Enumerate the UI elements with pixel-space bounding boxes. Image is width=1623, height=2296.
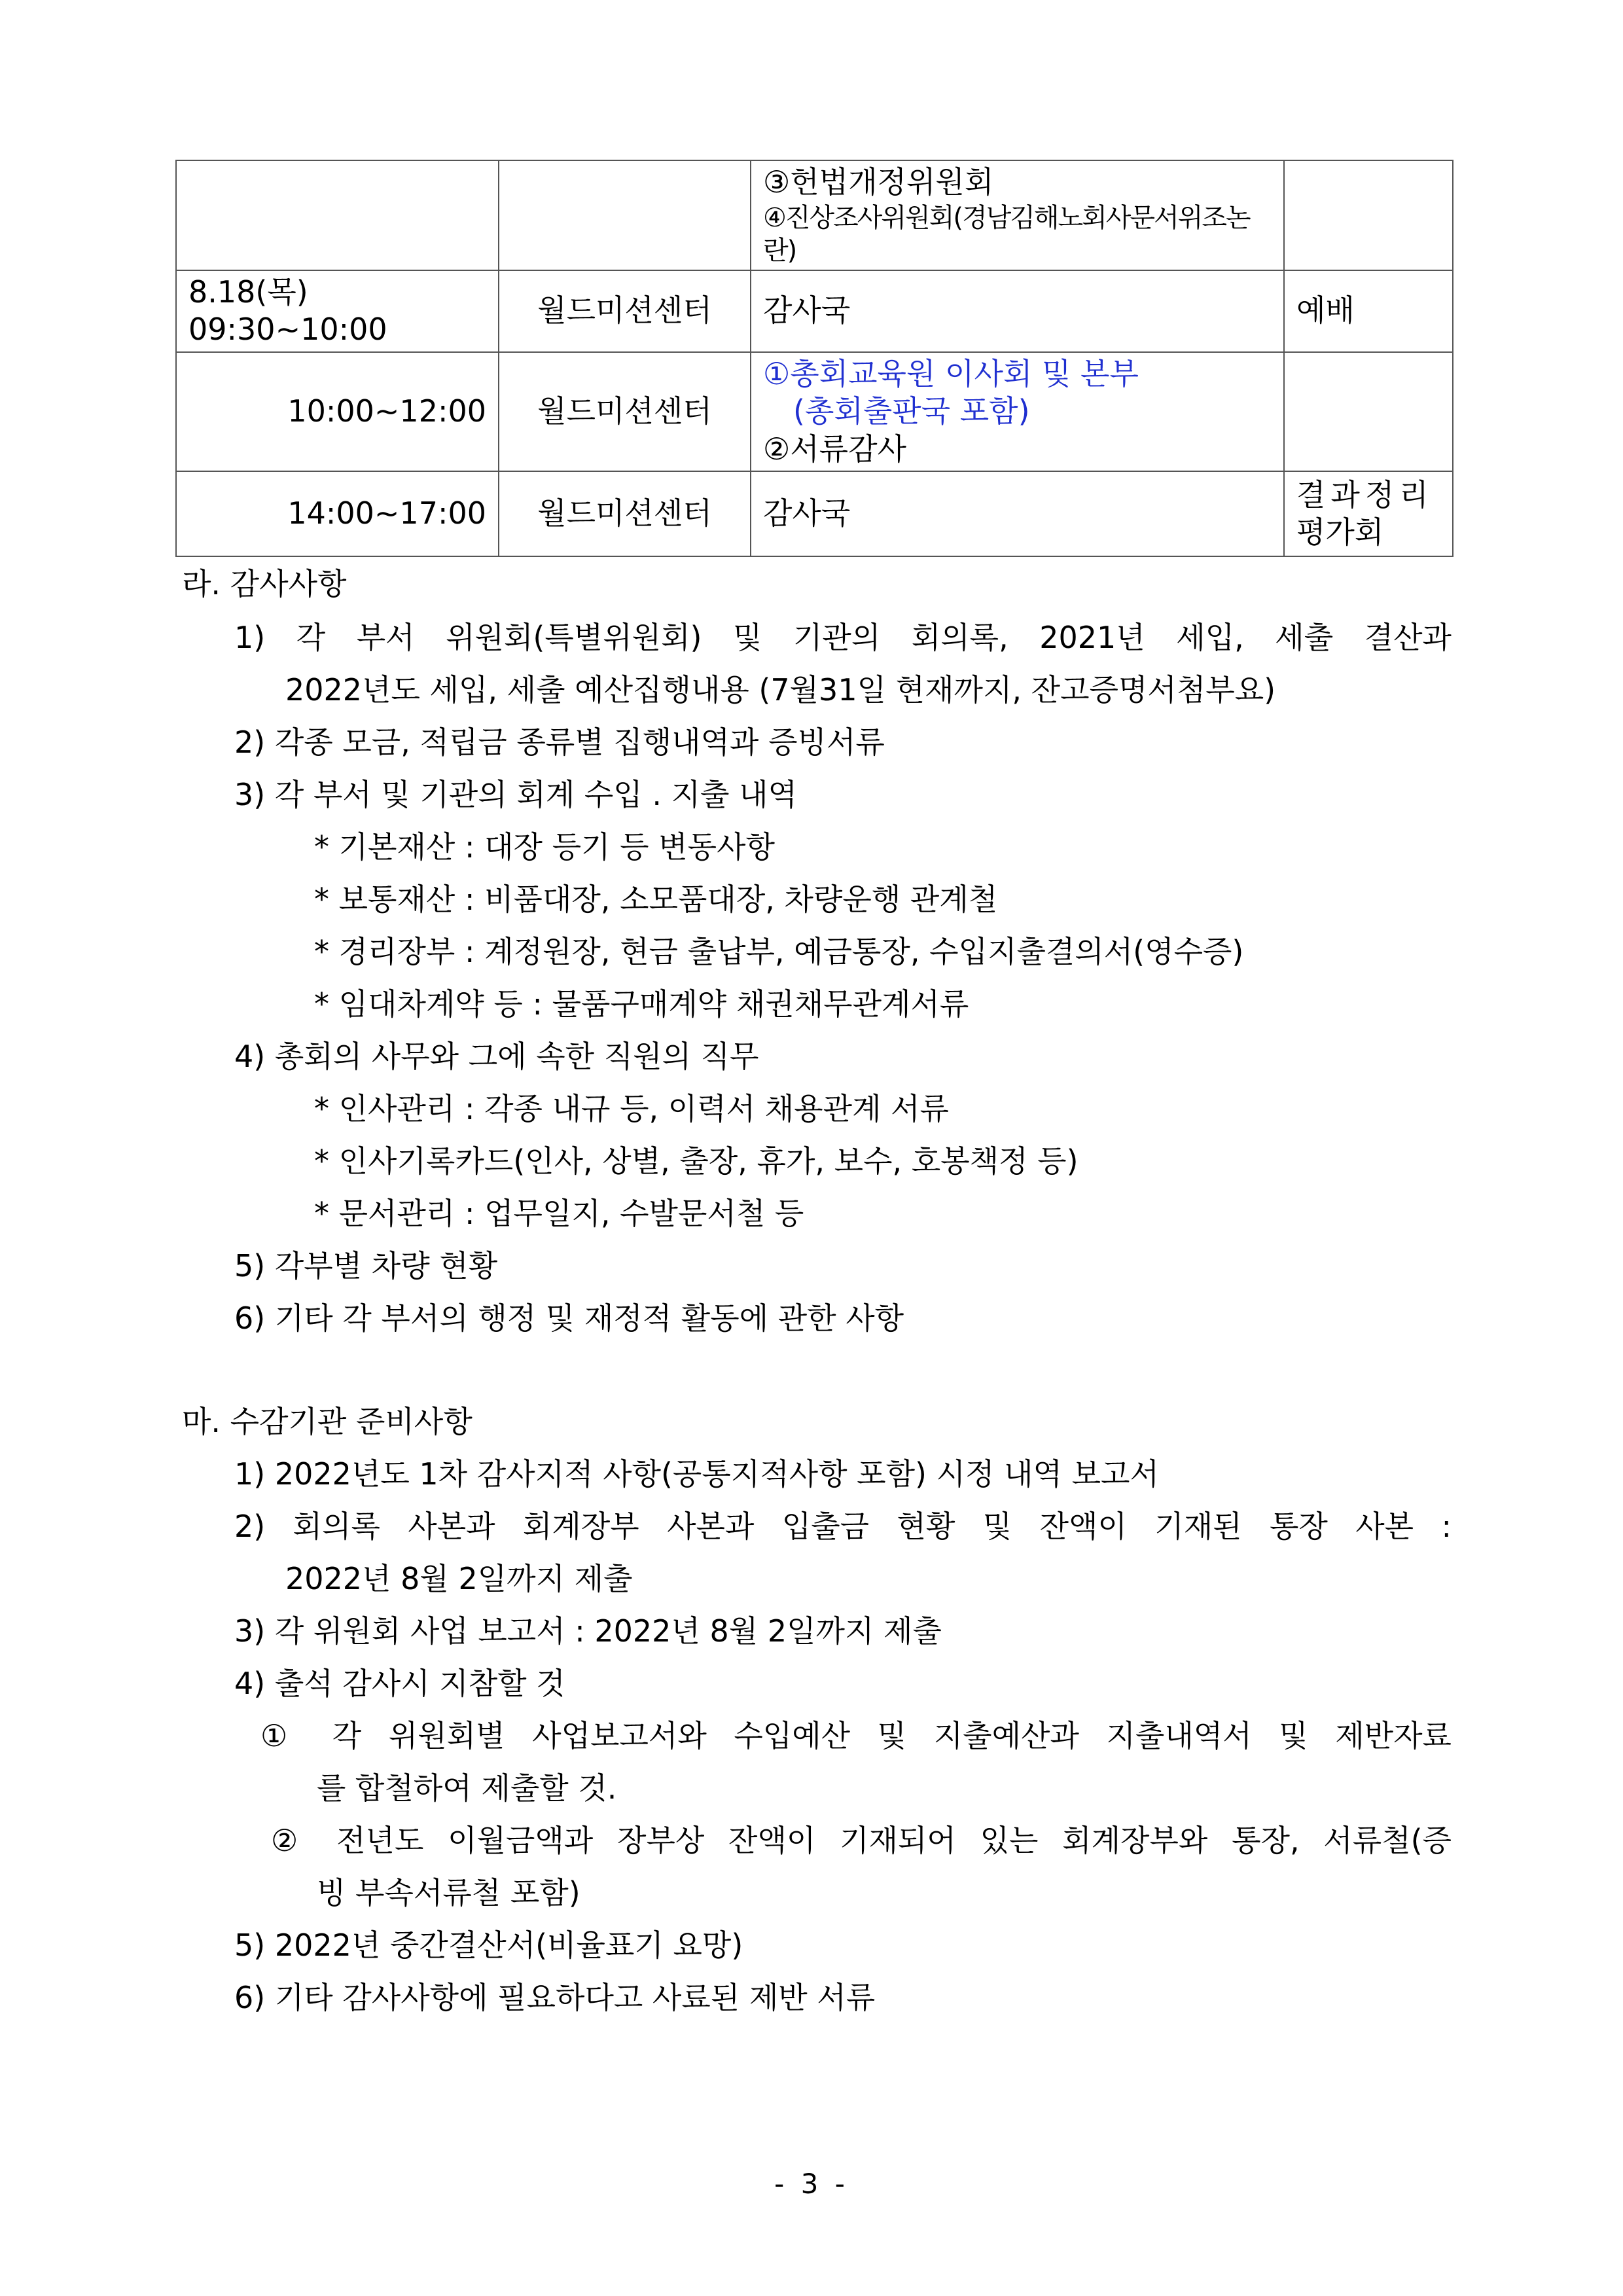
content-item: ③헌법개정위원회 xyxy=(763,164,994,200)
content-cell xyxy=(751,270,1284,352)
section-heading-ma: 마. 수감기관 준비사항 xyxy=(182,1404,473,1439)
time-cell: 8.18(목) 09:30~10:00 xyxy=(176,270,499,352)
note-cell xyxy=(1284,471,1453,556)
list-item-continuation: 2022년도 세입, 세출 예산집행내용 (7월31일 현재까지, 잔고증명서첨부요) xyxy=(285,672,1276,708)
time-cell: 14:00~17:00 xyxy=(176,471,499,556)
schedule-table xyxy=(175,160,1454,557)
list-item-continuation: 2022년 8월 2일까지 제출 xyxy=(285,1561,633,1596)
list-item: 5) 2022년 중간결산서(비율표기 요망) xyxy=(234,1928,743,1963)
table-row xyxy=(176,160,1453,270)
content-item: ①총회교육원 이사회 및 본부 xyxy=(763,355,1139,391)
content-item: ④진상조사위원회(경남김해노회사문서위조논란) xyxy=(763,202,1250,266)
sub-list-item: * 기본재산 : 대장 등기 등 변동사항 xyxy=(314,829,775,865)
sub-list-item: ② 전년도 이월금액과 장부상 잔액이 기재되어 있는 회계장부와 통장, 서류철(증 xyxy=(271,1823,1452,1858)
note-line: 평가회 xyxy=(1296,514,1384,550)
page-number: - 3 - xyxy=(774,2168,849,2200)
list-item: 1) 2022년도 1차 감사지적 사항(공통지적사항 포함) 시정 내역 보고서 xyxy=(234,1456,1159,1492)
content-item: (총회출판국 포함) xyxy=(793,393,1030,429)
list-item: 4) 출석 감사시 지참할 것 xyxy=(234,1666,565,1701)
table-row xyxy=(176,471,1453,556)
time-cell xyxy=(176,160,499,270)
content-cell xyxy=(751,352,1284,472)
table-row xyxy=(176,270,1453,352)
content-cell xyxy=(751,160,1284,270)
list-item: 2) 각종 모금, 적립금 종류별 집행내역과 증빙서류 xyxy=(234,725,885,760)
section-heading-ra: 라. 감사사항 xyxy=(182,566,347,601)
sub-list-item: ① 각 위원회별 사업보고서와 수입예산 및 지출예산과 지출내역서 및 제반자료 xyxy=(260,1718,1452,1753)
place-cell: 월드미션센터 xyxy=(499,270,751,352)
place-cell: 월드미션센터 xyxy=(499,352,751,472)
table-row xyxy=(176,352,1453,472)
note-cell xyxy=(1284,352,1453,472)
sub-list-item: * 경리장부 : 계정원장, 현금 출납부, 예금통장, 수입지출결의서(영수증) xyxy=(314,934,1244,969)
sub-list-item: * 문서관리 : 업무일지, 수발문서철 등 xyxy=(314,1196,804,1231)
list-item: 2) 회의록 사본과 회계장부 사본과 입출금 현황 및 잔액이 기재된 통장 사본 : xyxy=(234,1509,1452,1544)
place-cell xyxy=(499,160,751,270)
list-item: 4) 총회의 사무와 그에 속한 직원의 직무 xyxy=(234,1039,759,1074)
sub-list-item: * 보통재산 : 비품대장, 소모품대장, 차량운행 관계철 xyxy=(314,882,998,917)
list-item: 5) 각부별 차량 현황 xyxy=(234,1248,498,1283)
sub-list-item: * 임대차계약 등 : 물품구매계약 채권채무관계서류 xyxy=(314,986,969,1022)
list-item: 3) 각 위원회 사업 보고서 : 2022년 8월 2일까지 제출 xyxy=(234,1613,942,1649)
sub-list-item: * 인사기록카드(인사, 상별, 출장, 휴가, 보수, 호봉책정 등) xyxy=(314,1143,1079,1179)
sub-list-item-continuation: 빙 부속서류철 포함) xyxy=(317,1875,580,1910)
note-cell xyxy=(1284,160,1453,270)
sub-list-item-continuation: 를 합철하여 제출할 것. xyxy=(317,1770,617,1806)
place-cell: 월드미션센터 xyxy=(499,471,751,556)
list-item: 3) 각 부서 및 기관의 회계 수입 . 지출 내역 xyxy=(234,777,797,812)
content-item: ②서류감사 xyxy=(763,431,906,467)
content-cell xyxy=(751,471,1284,556)
note-line: 결과정리 xyxy=(1296,476,1434,512)
content-item: 감사국 xyxy=(763,495,851,531)
time-cell: 10:00~12:00 xyxy=(176,352,499,472)
list-item: 6) 기타 감사사항에 필요하다고 사료된 제반 서류 xyxy=(234,1980,876,2015)
sub-list-item: * 인사관리 : 각종 내규 등, 이력서 채용관계 서류 xyxy=(314,1091,949,1126)
list-item: 6) 기타 각 부서의 행정 및 재정적 활동에 관한 사항 xyxy=(234,1300,904,1336)
note-cell: 예배 xyxy=(1284,270,1453,352)
list-item: 1) 각 부서 위원회(특별위원회) 및 기관의 회의록, 2021년 세입, 세출 결산과 xyxy=(234,620,1452,655)
content-item: 감사국 xyxy=(763,293,851,329)
